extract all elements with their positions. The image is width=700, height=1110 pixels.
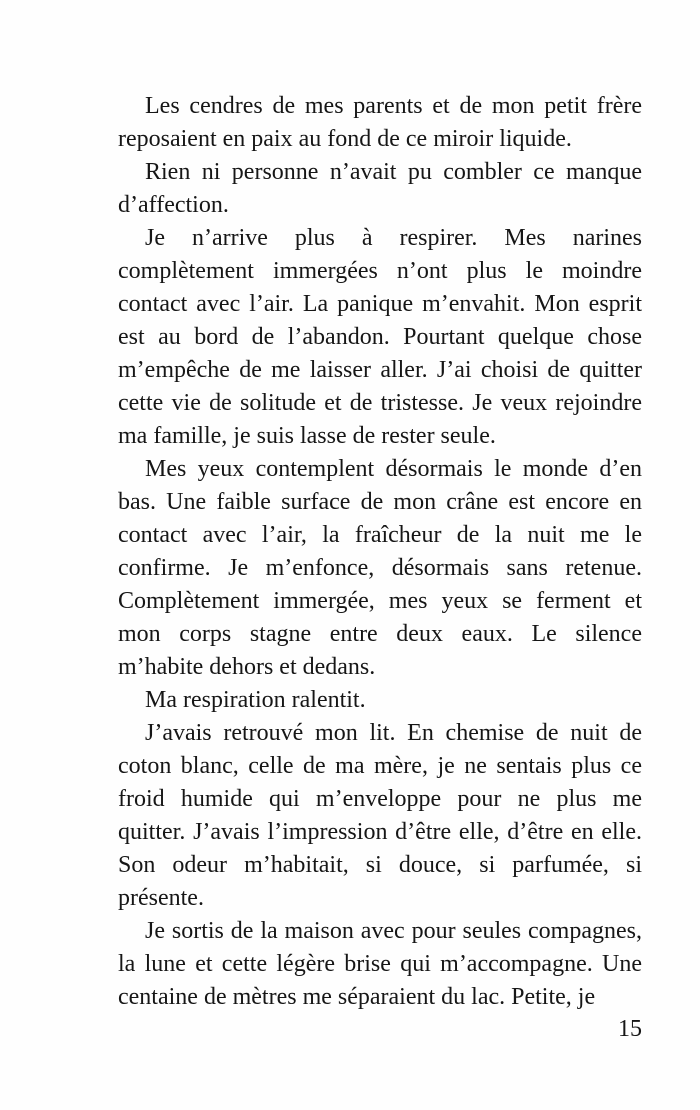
text-line: d’affection.: [118, 192, 229, 218]
text-line: Je sortis de la maison avec pour seules compagnes,: [145, 918, 642, 944]
text-line: Ma respiration ralentit.: [145, 687, 366, 713]
text-line: contact avec l’air, la fraîcheur de la nuit me le: [118, 522, 642, 548]
text-line: Complètement immergée, mes yeux se ferment et: [118, 588, 642, 614]
text-line: bas. Une faible surface de mon crâne est encore en: [118, 489, 642, 515]
text-line: J’avais retrouvé mon lit. En chemise de nuit de: [145, 720, 642, 746]
text-line: contact avec l’air. La panique m’envahit. Mon esprit: [118, 291, 642, 317]
text-line: cette vie de solitude et de tristesse. Je veux rejoindre: [118, 390, 642, 416]
text-line: complètement immergées n’ont plus le moindre: [118, 258, 642, 284]
text-line: Je n’arrive plus à respirer. Mes narines: [145, 225, 642, 251]
text-line: coton blanc, celle de ma mère, je ne sentais plus ce: [118, 753, 642, 779]
page-number: 15: [618, 1016, 642, 1042]
text-line: Son odeur m’habitait, si douce, si parfumée, si: [118, 852, 642, 878]
text-line: m’empêche de me laisser aller. J’ai choisi de quitter: [118, 357, 642, 383]
text-line: confirme. Je m’enfonce, désormais sans retenue.: [118, 555, 642, 581]
text-line: est au bord de l’abandon. Pourtant quelque chose: [118, 324, 642, 350]
text-line: reposaient en paix au fond de ce miroir liquide.: [118, 126, 572, 152]
text-line: Les cendres de mes parents et de mon petit frère: [145, 93, 642, 119]
text-line: centaine de mètres me séparaient du lac. Petite, je: [118, 984, 596, 1010]
text-line: froid humide qui m’enveloppe pour ne plus me: [118, 786, 642, 812]
text-line: m’habite dehors et dedans.: [118, 654, 376, 680]
text-line: Mes yeux contemplent désormais le monde d’en: [145, 456, 642, 482]
text-line: la lune et cette légère brise qui m’accompagne. Une: [118, 951, 642, 977]
text-line: présente.: [118, 885, 204, 911]
text-line: quitter. J’avais l’impression d’être elle, d’être en elle.: [118, 819, 642, 845]
text-line: ma famille, je suis lasse de rester seule.: [118, 423, 496, 449]
text-line: Rien ni personne n’avait pu combler ce manque: [145, 159, 642, 185]
text-line: mon corps stagne entre deux eaux. Le silence: [118, 621, 642, 647]
page-text: [118, 90, 642, 1014]
